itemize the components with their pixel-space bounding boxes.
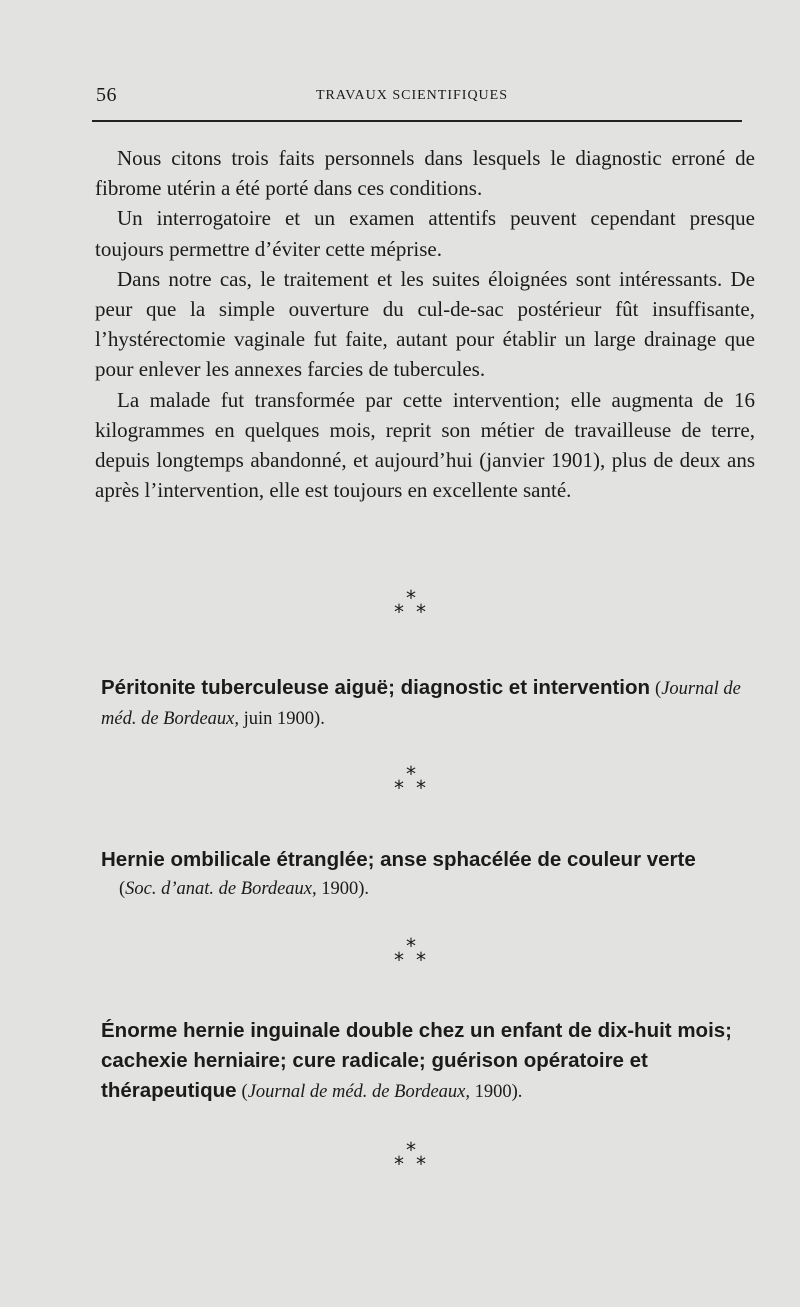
asterism	[392, 588, 432, 626]
paragraph: La malade fut transformée par cette intervention; elle augmenta de 16 kilogrammes en quelques mois, reprit son métier de travailleuse de terre, depuis longtemps abandonné, et aujourd’hui (janvier 1901), plus de deux ans après l’intervention, elle est toujours en excellente santé.	[95, 387, 755, 503]
page-number: 56	[96, 84, 117, 106]
bibliography-entry	[101, 673, 756, 734]
bibliography-entry	[101, 1016, 756, 1107]
asterism-star: *	[416, 776, 426, 800]
asterism-star: *	[394, 948, 404, 972]
entry-title: Hernie ombilicale étranglée; anse sphacélée de couleur verte	[101, 848, 696, 871]
asterism-star: *	[406, 586, 416, 610]
paragraph: Dans notre cas, le traitement et les suites éloignées sont intéressants. De peur que la simple ouverture du cul-de-sac postérieur fût insuffisante, l’hystérectomie vaginale fut faite, autant pour établir un large drainage que pour enlever les annexes farcies de tubercules.	[95, 266, 755, 382]
journal-name: Soc. d’anat. de Bordeaux,	[125, 879, 317, 899]
asterism-star: *	[406, 1138, 416, 1162]
asterism	[392, 936, 432, 974]
asterism-star: *	[416, 600, 426, 624]
entry-reference: (Journal de méd. de Bordeaux, juin 1900).	[101, 679, 741, 729]
paragraph: Nous citons trois faits personnels dans lesquels le diagnostic erroné de fibrome utérin a été porté dans ces conditions.	[95, 146, 755, 201]
asterism	[392, 764, 432, 802]
journal-name: Journal de méd. de Bordeaux,	[101, 679, 741, 729]
asterism-star: *	[406, 934, 416, 958]
running-title: TRAVAUX SCIENTIFIQUES	[316, 88, 509, 103]
entry-reference: (Journal de méd. de Bordeaux, 1900).	[241, 1082, 523, 1102]
asterism-star: *	[394, 1152, 404, 1176]
entry-title: Péritonite tuberculeuse aiguë; diagnostic et intervention	[101, 676, 651, 699]
asterism-star: *	[416, 948, 426, 972]
journal-name: Journal de méd. de Bordeaux,	[247, 1082, 470, 1102]
asterism-star: *	[416, 1152, 426, 1176]
asterism-star: *	[394, 776, 404, 800]
entry-reference: (Soc. d’anat. de Bordeaux, 1900).	[119, 879, 370, 899]
asterism-star: *	[394, 600, 404, 624]
header-rule	[92, 120, 742, 122]
page-header	[96, 84, 736, 114]
body-text	[95, 143, 755, 505]
bibliography-entry	[101, 845, 756, 904]
entry-title: Énorme hernie inguinale double chez un enfant de dix-huit mois; cachexie herniaire; cure radicale; guérison opératoire et thérapeutique	[101, 1019, 732, 1102]
asterism-star: *	[406, 762, 416, 786]
paragraph: Un interrogatoire et un examen attentifs peuvent cependant presque toujours permettre d’éviter cette méprise.	[95, 206, 755, 261]
asterism	[392, 1140, 432, 1178]
